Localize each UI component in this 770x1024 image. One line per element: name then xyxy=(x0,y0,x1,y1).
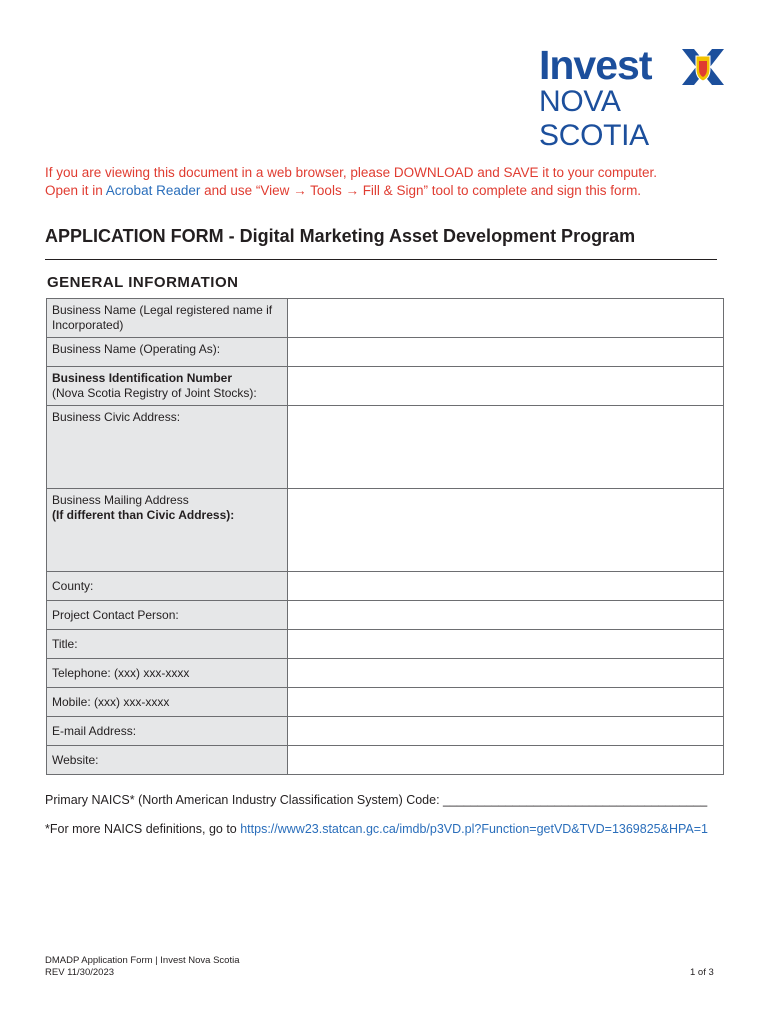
footer-revision: REV 11/30/2023 xyxy=(45,967,115,978)
notice-line-2 xyxy=(45,182,735,200)
general-information-table xyxy=(46,298,724,775)
input-business-name-operating[interactable] xyxy=(288,338,724,367)
footer-document-info xyxy=(45,955,239,979)
row-mailing-address xyxy=(47,489,724,572)
label-mailing-address xyxy=(47,489,288,572)
row-civic-address xyxy=(47,406,724,489)
row-mobile xyxy=(47,688,724,717)
label-business-id-line2: (Nova Scotia Registry of Joint Stocks): xyxy=(52,386,257,400)
download-notice xyxy=(45,164,735,200)
label-email: E-mail Address: xyxy=(47,717,288,746)
input-contact-person[interactable] xyxy=(288,601,724,630)
invest-nova-scotia-logo xyxy=(539,42,729,152)
label-mobile: Mobile: (xxx) xxx-xxxx xyxy=(47,688,288,717)
label-telephone: Telephone: (xxx) xxx-xxxx xyxy=(47,659,288,688)
primary-naics-field[interactable]: Primary NAICS* (North American Industry Classification System) Code: ______________________________________ xyxy=(45,793,708,807)
label-contact-person: Project Contact Person: xyxy=(47,601,288,630)
input-mobile[interactable] xyxy=(288,688,724,717)
notice-line-1: If you are viewing this document in a web browser, please DOWNLOAD and SAVE it to your computer. xyxy=(45,165,658,180)
label-business-name-legal: Business Name (Legal registered name if Incorporated) xyxy=(47,299,288,338)
footer-form-name: DMADP Application Form | Invest Nova Scotia xyxy=(45,955,240,966)
row-email xyxy=(47,717,724,746)
acrobat-reader-link[interactable]: Acrobat Reader xyxy=(105,183,201,198)
label-county: County: xyxy=(47,572,288,601)
logo-word-nova-scotia: NOVA SCOTIA xyxy=(539,85,649,152)
row-website xyxy=(47,746,724,775)
row-contact-person xyxy=(47,601,724,630)
row-business-name-legal xyxy=(47,299,724,338)
page-number: 1 of 3 xyxy=(690,967,714,978)
logo-word-invest: Invest xyxy=(539,42,652,88)
form-title: APPLICATION FORM - Digital Marketing Asset Development Program xyxy=(45,226,636,246)
section-heading-general-information: GENERAL INFORMATION xyxy=(47,274,239,291)
input-telephone[interactable] xyxy=(288,659,724,688)
row-title xyxy=(47,630,724,659)
label-website: Website: xyxy=(47,746,288,775)
row-business-name-operating xyxy=(47,338,724,367)
row-telephone xyxy=(47,659,724,688)
input-website[interactable] xyxy=(288,746,724,775)
label-title: Title: xyxy=(47,630,288,659)
naics-definitions-prefix: *For more NAICS definitions, go to xyxy=(45,822,241,836)
row-business-id xyxy=(47,367,724,406)
notice-line-2-before: Open it in xyxy=(45,183,106,198)
input-mailing-address[interactable] xyxy=(288,489,724,572)
input-business-name-legal[interactable] xyxy=(288,299,724,338)
label-civic-address: Business Civic Address: xyxy=(47,406,288,489)
label-business-id-line1: Business Identification Number xyxy=(52,371,233,385)
input-civic-address[interactable] xyxy=(288,406,724,489)
label-mailing-address-line2: (If different than Civic Address): xyxy=(52,508,235,522)
input-business-id[interactable] xyxy=(288,367,724,406)
label-mailing-address-line1: Business Mailing Address xyxy=(52,493,189,507)
statcan-naics-link[interactable]: https://www23.statcan.gc.ca/imdb/p3VD.pl?Function=getVD&TVD=1369825&HPA=1 xyxy=(240,822,708,836)
notice-line-2-after: and use “View → Tools → Fill & Sign” tool to complete and sign this form. xyxy=(200,183,642,198)
input-email[interactable] xyxy=(288,717,724,746)
label-business-name-operating: Business Name (Operating As): xyxy=(47,338,288,367)
input-title[interactable] xyxy=(288,630,724,659)
row-county xyxy=(47,572,724,601)
label-business-id xyxy=(47,367,288,406)
saltire-shield-icon xyxy=(680,47,726,87)
input-county[interactable] xyxy=(288,572,724,601)
title-divider xyxy=(45,259,717,260)
naics-definitions-note xyxy=(45,822,708,836)
